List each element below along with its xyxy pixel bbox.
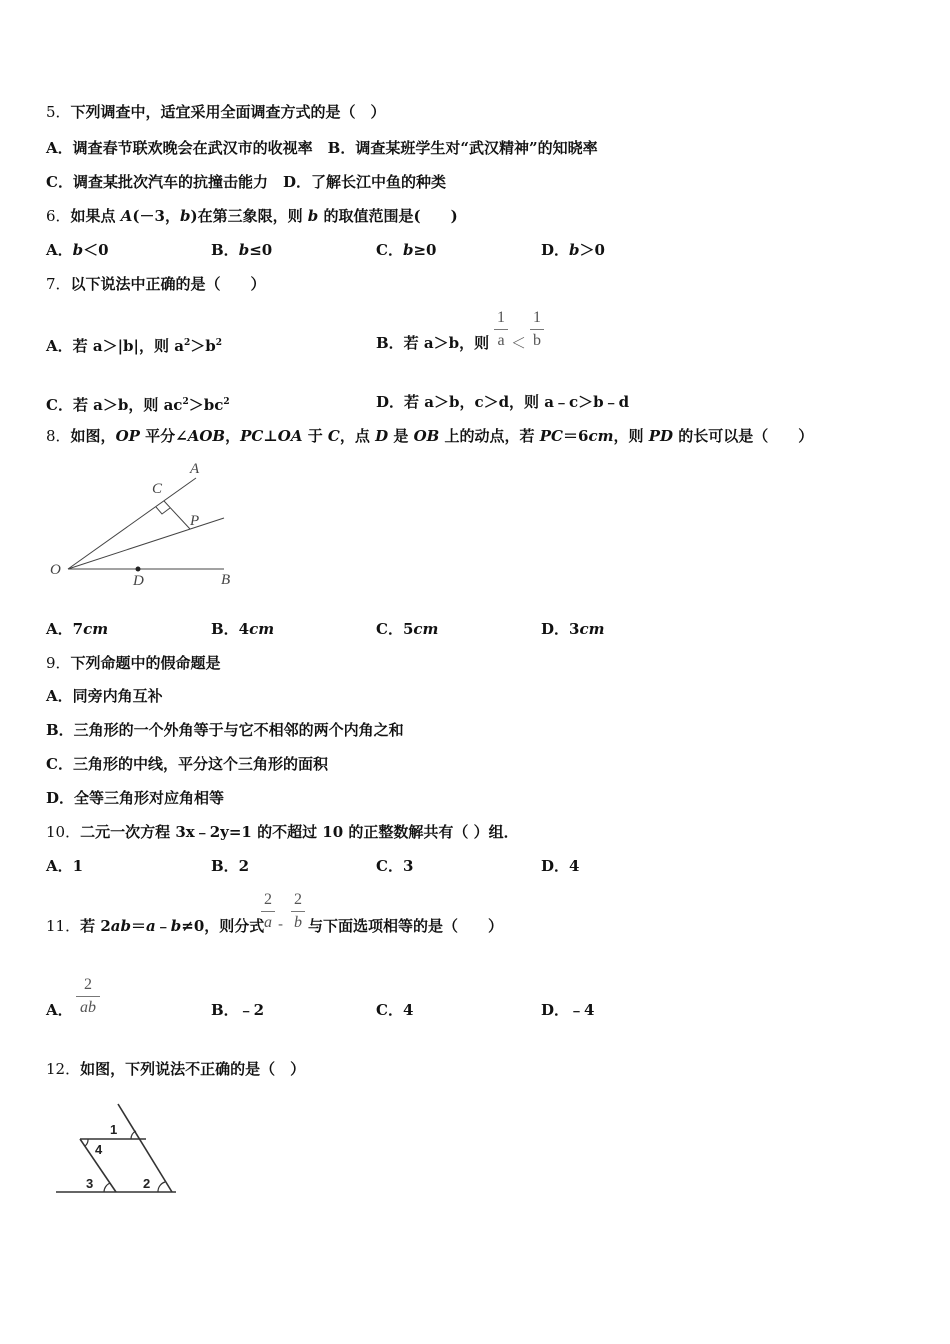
label-d: D bbox=[133, 573, 144, 589]
q11-t3: ﹣ bbox=[155, 917, 171, 935]
q9-option-c: C．三角形的中线，平分这个三角形的面积 bbox=[46, 755, 328, 773]
q7-a-sup1: 2 bbox=[183, 338, 191, 348]
q10-stem bbox=[46, 822, 519, 842]
q7-c-sup1: 2 bbox=[182, 397, 189, 407]
point-d bbox=[136, 567, 141, 572]
q8-aob: AOB bbox=[187, 427, 226, 445]
q10-number: 10． bbox=[46, 823, 81, 841]
q8-c: C bbox=[327, 427, 340, 445]
q6-b-rel: ≤0 bbox=[249, 241, 273, 259]
q6-stem bbox=[46, 206, 458, 226]
q6-number: 6． bbox=[46, 207, 71, 225]
q7-stem bbox=[46, 274, 266, 294]
q9-text: 下列命题中的假命题是 bbox=[70, 654, 221, 672]
q7-text: 以下说法中正确的是（ ） bbox=[70, 275, 266, 293]
q7-c-sup2: 2 bbox=[223, 397, 230, 407]
q8-t7: 是 bbox=[388, 427, 414, 445]
q7-b-frac2-den: b bbox=[533, 332, 541, 349]
q8-oa: OA bbox=[277, 427, 303, 445]
q7-option-d: D．若 a＞b，c＞d，则 a﹣c＞b﹣d bbox=[376, 393, 630, 411]
q6-c-rel: ≥0 bbox=[413, 241, 437, 259]
q8-a-label: A．7 bbox=[46, 620, 84, 638]
q6-text-b: (－3， bbox=[132, 207, 180, 225]
q8-d-label: D．3 bbox=[541, 620, 580, 638]
q8-c-unit: cm bbox=[413, 620, 439, 638]
angle-label-3: 3 bbox=[86, 1176, 94, 1191]
q8-t5: 于 bbox=[302, 427, 328, 445]
q5-text: 下列调查中，适宜采用全面调查方式的是（ ） bbox=[70, 103, 386, 121]
q11-f1-bar bbox=[261, 911, 275, 912]
q7-number: 7． bbox=[46, 275, 71, 293]
q6-c-label: C． bbox=[376, 241, 403, 259]
q6-d-label: D． bbox=[541, 241, 570, 259]
q5-number: 5． bbox=[46, 103, 71, 121]
q11-stem-right: 与下面选项相等的是（ ） bbox=[308, 917, 504, 935]
q7-option-a bbox=[46, 333, 222, 356]
q6-a-var: b bbox=[72, 241, 84, 259]
angle-4-arc bbox=[85, 1139, 88, 1146]
q7-b-frac1-num: 1 bbox=[497, 309, 505, 326]
q7-option-c bbox=[46, 392, 230, 415]
q10-option-c: C．3 bbox=[376, 857, 414, 875]
q5-options-1: A．调查春节联欢晚会在武汉市的收视率 B．调查某班学生对“武汉精神”的知晓率 bbox=[46, 139, 598, 157]
angle-label-2: 2 bbox=[143, 1176, 151, 1191]
q8-b-unit: cm bbox=[249, 620, 275, 638]
q11-a-bar bbox=[76, 996, 100, 997]
q11-a: a bbox=[146, 917, 156, 935]
q9-option-d: D．全等三角形对应角相等 bbox=[46, 789, 225, 807]
q11-option-b: B．﹣2 bbox=[211, 1001, 265, 1019]
q7-b-fraction-1 bbox=[494, 309, 508, 350]
q7-c-tail: ＞bc bbox=[188, 396, 224, 414]
q11-a-num: 2 bbox=[84, 976, 92, 993]
q11-f1-num: 2 bbox=[264, 891, 272, 908]
q8-t9: ＝6 bbox=[563, 427, 589, 445]
q6-d-var: b bbox=[569, 241, 580, 259]
angle-2-arc bbox=[158, 1182, 165, 1192]
q12-text: 如图，下列说法不正确的是（ ） bbox=[80, 1060, 306, 1078]
q11-f1-den: a bbox=[264, 914, 272, 931]
q5-stem bbox=[46, 102, 386, 122]
q8-t6: ，点 bbox=[339, 427, 376, 445]
q8-d-unit: cm bbox=[579, 620, 605, 638]
q7-a-text: A．若 a＞|b|，则 a bbox=[46, 337, 184, 355]
q6-b-var: b bbox=[238, 241, 250, 259]
q8-option-b bbox=[211, 619, 274, 639]
q8-t2: 平分∠ bbox=[139, 427, 188, 445]
q6-option-a bbox=[46, 240, 109, 260]
q11-option-a-fraction bbox=[76, 976, 100, 1017]
q6-text-a: 如果点 bbox=[70, 207, 121, 225]
q11-f2-bar bbox=[291, 911, 305, 912]
q7-a-sup2: 2 bbox=[215, 338, 222, 348]
q6-text-c: )在第三象限，则 bbox=[190, 207, 308, 225]
label-o: O bbox=[50, 562, 61, 578]
q7-b-less-than: ＜ bbox=[511, 334, 527, 352]
q8-op: OP bbox=[115, 427, 140, 445]
q8-stem bbox=[46, 426, 813, 446]
q11-fraction-2 bbox=[291, 891, 305, 932]
q6-var: b bbox=[179, 207, 191, 225]
q11-f2-den: b bbox=[294, 914, 302, 931]
q11-option-d: D．﹣4 bbox=[541, 1001, 595, 1019]
q11-number: 11． bbox=[46, 917, 81, 935]
q5-options-2: C．调查某批次汽车的抗撞击能力 D．了解长江中鱼的种类 bbox=[46, 173, 446, 191]
q7-b-frac1-bar bbox=[494, 329, 508, 330]
q10-option-d: D．4 bbox=[541, 857, 580, 875]
q7-b-frac1-den: a bbox=[497, 332, 505, 349]
q9-stem bbox=[46, 653, 221, 673]
q11-option-a-label: A． bbox=[46, 1001, 73, 1019]
q7-b-frac2-bar bbox=[530, 329, 544, 330]
q7-c-text: C．若 a＞b，则 ac bbox=[46, 396, 183, 414]
label-a: A bbox=[190, 461, 200, 477]
q8-d: D bbox=[375, 427, 389, 445]
q11-t4: ≠0，则分式 bbox=[181, 917, 265, 935]
q8-t10: ，则 bbox=[613, 427, 649, 445]
q11-t2: ＝ bbox=[130, 917, 146, 935]
q12-number: 12． bbox=[46, 1060, 81, 1078]
label-c: C bbox=[152, 481, 163, 497]
q8-pc2: PC bbox=[539, 427, 563, 445]
q7-b-fraction-2 bbox=[530, 309, 544, 350]
q8-a-unit: cm bbox=[83, 620, 109, 638]
q6-d-rel: ＞0 bbox=[579, 241, 605, 259]
angle-label-4: 4 bbox=[95, 1142, 103, 1157]
q8-option-d bbox=[541, 619, 604, 639]
q12-figure bbox=[52, 1100, 192, 1202]
q8-t3: ， bbox=[225, 427, 241, 445]
q11-fraction-1 bbox=[261, 891, 275, 932]
q8-ob: OB bbox=[413, 427, 440, 445]
q11-t1: 若 2 bbox=[80, 917, 111, 935]
q9-option-b: B．三角形的一个外角等于与它不相邻的两个内角之和 bbox=[46, 721, 404, 739]
q10-option-b: B．2 bbox=[211, 857, 250, 875]
q10-option-a: A．1 bbox=[46, 857, 84, 875]
q11-minus: - bbox=[278, 915, 284, 933]
q6-a-label: A． bbox=[46, 241, 73, 259]
q11-a-den: ab bbox=[80, 999, 96, 1016]
q8-t11: 的长可以是（ ） bbox=[672, 427, 814, 445]
q11-ab: ab bbox=[110, 917, 131, 935]
segment-pc bbox=[164, 501, 190, 529]
q6-option-c bbox=[376, 240, 436, 260]
q8-t4: ⊥ bbox=[263, 427, 278, 445]
right-angle-mark bbox=[156, 507, 170, 514]
label-b: B bbox=[221, 572, 231, 588]
angle-3-arc bbox=[104, 1183, 110, 1192]
q6-a-rel: ＜0 bbox=[83, 241, 109, 259]
q11-stem-left bbox=[46, 916, 264, 936]
q8-figure bbox=[44, 456, 244, 596]
ray-op bbox=[68, 518, 224, 569]
q8-pc: PC bbox=[240, 427, 264, 445]
q7-b-frac2-num: 1 bbox=[533, 309, 541, 326]
q6-option-d bbox=[541, 240, 605, 260]
q6-option-b bbox=[211, 240, 272, 260]
q8-option-a bbox=[46, 619, 108, 639]
q8-t1: 如图， bbox=[70, 427, 116, 445]
q6-var2: b bbox=[307, 207, 319, 225]
ray-oa bbox=[68, 478, 196, 569]
q8-t8: 上的动点，若 bbox=[439, 427, 540, 445]
q11-b: b bbox=[170, 917, 182, 935]
q6-point: A bbox=[120, 207, 133, 225]
q11-f2-num: 2 bbox=[294, 891, 302, 908]
q6-c-var: b bbox=[402, 241, 414, 259]
q8-b-label: B．4 bbox=[211, 620, 250, 638]
q8-cm: cm bbox=[588, 427, 614, 445]
q10-text: 二元一次方程 3x﹣2y=1 的不超过 10 的正整数解共有（ ）组． bbox=[80, 823, 519, 841]
angle-label-1: 1 bbox=[110, 1122, 118, 1137]
q8-option-c bbox=[376, 619, 438, 639]
q8-c-label: C．5 bbox=[376, 620, 414, 638]
label-p: P bbox=[190, 513, 200, 529]
q8-number: 8． bbox=[46, 427, 71, 445]
q6-text-d: 的取值范围是( ) bbox=[318, 207, 458, 225]
q11-option-c: C．4 bbox=[376, 1001, 414, 1019]
q8-pd: PD bbox=[648, 427, 673, 445]
q9-option-a: A．同旁内角互补 bbox=[46, 687, 163, 705]
q12-stem bbox=[46, 1059, 305, 1079]
q9-number: 9． bbox=[46, 654, 71, 672]
q7-a-tail: ＞b bbox=[190, 337, 216, 355]
q7-option-b-label: B．若 a＞b，则 bbox=[376, 334, 490, 352]
q6-b-label: B． bbox=[211, 241, 239, 259]
